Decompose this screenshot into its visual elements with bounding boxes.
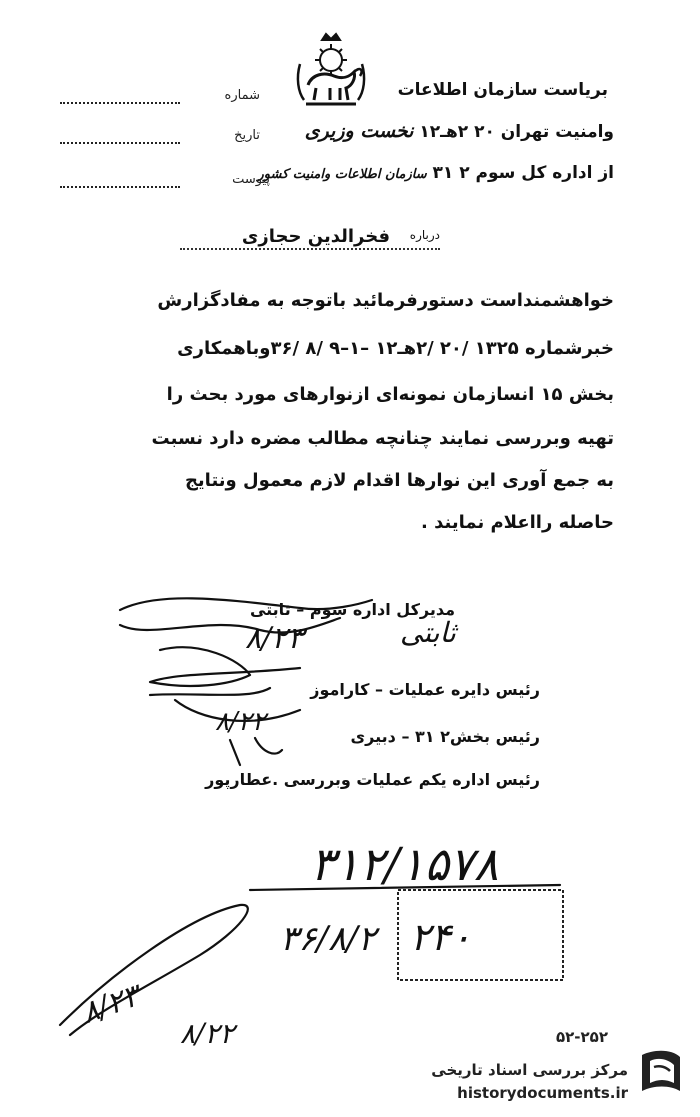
body-line-3: بخش ۱۵ انسازمان نمونه‌ای ازنوارهای مورد بحث را [166, 384, 614, 405]
date-field [60, 128, 260, 150]
director-signature-loop [120, 618, 340, 633]
body-line-4: تهیه وبررسی نمایند چنانچه مطالب مضره دارد نسبت [151, 428, 614, 449]
left-scribble-b: ۸/۲۲ [180, 1017, 235, 1050]
letterhead-line2 [305, 120, 614, 142]
side-number-scribble: ۳۶/۸/۲ [280, 919, 376, 959]
letterhead-line1: بریاست سازمان اطلاعات [397, 80, 608, 100]
number-field-dots [60, 102, 180, 104]
attachment-field [60, 172, 270, 194]
body-line-6: حاصله رااعلام نمایند . [421, 512, 614, 533]
body-line-5: به جمع آوری این نوارها اقدام لازم معمول ونتایج [184, 470, 614, 491]
letterhead-line2-printed: وامنیت تهران ۲۰ ۲هـ۱۲ [419, 122, 614, 142]
letterhead-line3-printed: از اداره کل سوم ۲ ۳۱ [432, 163, 614, 183]
section-date-scribble: ۸/۲۲ [215, 707, 266, 737]
body-line-2: خبرشماره ۱۳۲۵ /۲۰ /۲هـ۱۲ –۱–۹ /۸ /۳۶وباهمکاری [177, 338, 614, 359]
date-label: تاریخ [234, 128, 260, 143]
left-scribble-a: ۸/۲۳ [77, 978, 145, 1032]
director-date-scribble: ۸/۲۳ [245, 621, 304, 656]
signature-scribbles [0, 580, 700, 820]
attachment-field-dots [60, 186, 180, 188]
director-signature-text: ثابتی [400, 616, 456, 649]
letterhead-line3-handwritten: سازمان اطلاعات وامنیت کشور [257, 167, 427, 182]
date-field-dots [60, 142, 180, 144]
number-field [60, 88, 260, 110]
subject-underline [180, 248, 440, 250]
subject-label: درباره [409, 228, 440, 242]
brand-url: historydocuments.ir [457, 1084, 628, 1102]
body-line-1: خواهشمنداست دستورفرمائید باتوجه به مفادگزارش [157, 290, 614, 311]
section-head-signature-line: رئیس بخش۲ ۳۱ – دبیری [350, 727, 540, 746]
ops-signature-underline [150, 688, 270, 695]
director-signature-line: مدیرکل اداره سوم – ثابتی [249, 600, 455, 619]
review-head-signature-line: رئیس اداره یکم عملیات وبررسی .عطارپور [205, 770, 540, 789]
subject-value: فخرالدین حجازی [241, 226, 390, 247]
ops-head-signature-line: رئیس دایره عملیات – کاراموز [310, 680, 540, 699]
letterhead-line2-handwritten: نخست وزیری [304, 120, 414, 142]
reference-number-scribble: ۳۱۲/۱۵۷۸ [310, 837, 499, 891]
brand-name: مرکز بررسی اسناد تاریخی [431, 1061, 628, 1079]
historydocuments-logo [636, 1045, 686, 1101]
section-signature-tick [230, 738, 282, 765]
number-label: شماره [224, 88, 260, 103]
director-signature-stroke [120, 598, 372, 610]
letterhead-line3 [258, 163, 615, 183]
box-number-scribble: ۲۴۰ [410, 915, 472, 959]
page-code: ۵۲-۲۵۲ [555, 1028, 608, 1046]
attachment-label: پیوست [232, 172, 270, 187]
lion-and-sun-emblem [290, 30, 372, 112]
